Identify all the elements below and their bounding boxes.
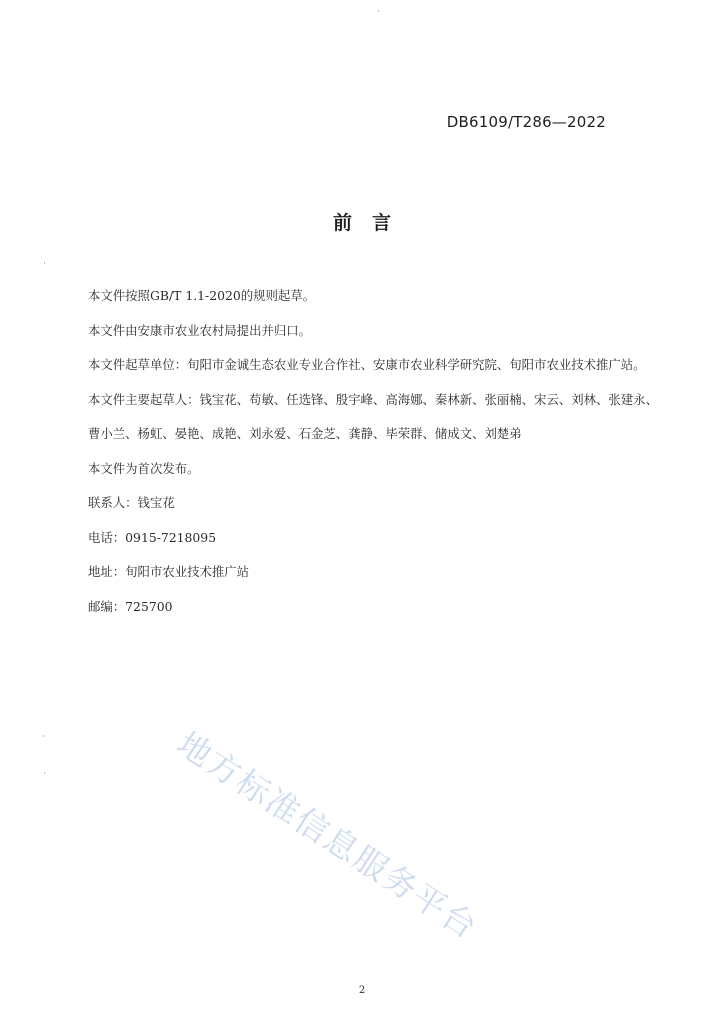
paragraph-first-release: 本文件为首次发布。 (88, 460, 200, 476)
scan-speck (44, 262, 45, 264)
paragraph-drafting-rules: 本文件按照GB/T 1.1-2020的规则起草。 (88, 288, 316, 303)
paragraph-drafters: 本文件主要起草人：钱宝花、苟敏、任选锋、殷宇峰、高海娜、秦林新、张丽楠、宋云、刘林、张建永、曹小兰、杨虹、晏艳、成艳、刘永爱、石金芝、龚静、毕荣群、储成文、刘楚弟 (88, 391, 658, 441)
contact-person: 联系人：钱宝花 (88, 495, 175, 510)
scan-speck (43, 735, 44, 737)
contact-postcode: 邮编：725700 (88, 598, 173, 614)
page-number: 2 (358, 985, 366, 996)
section-title: 前言 (332, 212, 411, 234)
foreword-body (88, 279, 668, 624)
paragraph-proposer: 本文件由安康市农业农村局提出并归口。 (88, 322, 312, 338)
scan-speck (44, 772, 45, 774)
platform-watermark: 地方标准信息服务平台 (170, 723, 486, 948)
scan-speck (378, 10, 379, 12)
document-code: DB6109/T286—2022 (446, 113, 606, 131)
contact-phone: 电话：0915-7218095 (88, 529, 217, 545)
contact-address: 地址：旬阳市农业技术推广站 (88, 564, 250, 579)
paragraph-drafting-units: 本文件起草单位：旬阳市金诚生态农业专业合作社、安康市农业科学研究院、旬阳市农业技术推广站。 (88, 357, 646, 372)
